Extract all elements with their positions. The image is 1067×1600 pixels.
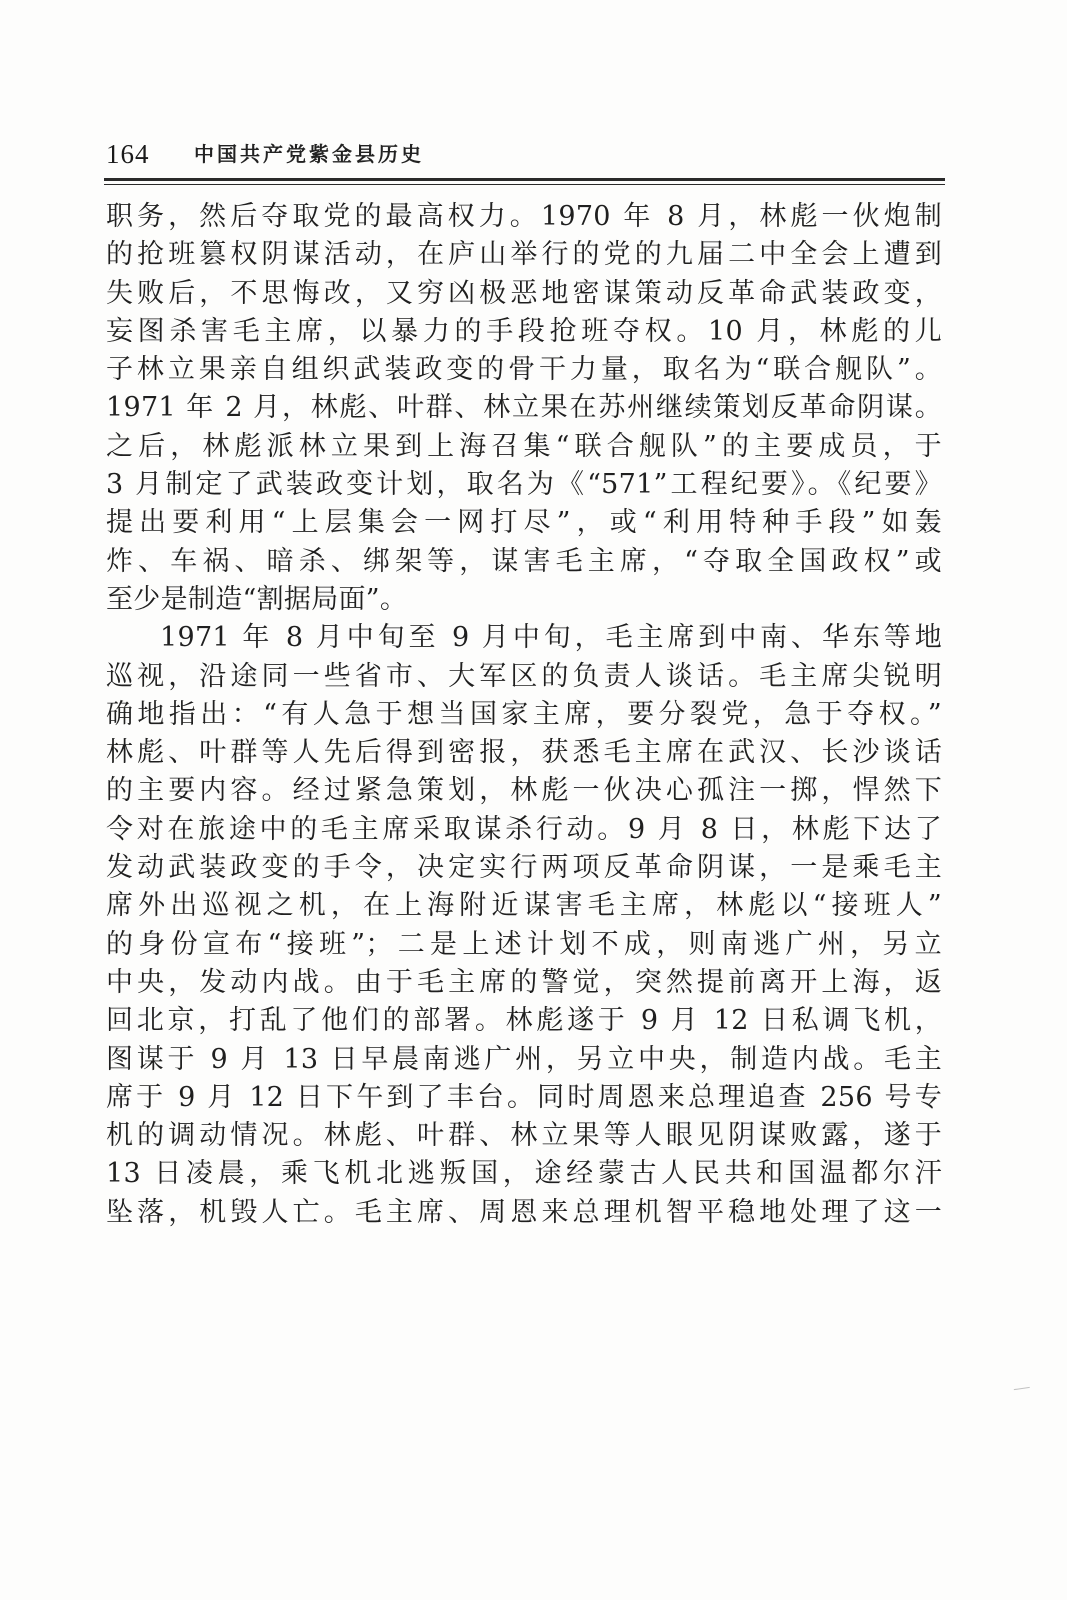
text-line: 中央，发动内战。由于毛主席的警觉，突然提前离开上海，返 [106,966,942,998]
text-line: 回北京，打乱了他们的部署。林彪遂于 9 月 12 日私调飞机， [106,1005,942,1037]
text-line: 1971 年 8 月中旬至 9 月中旬，毛主席到中南、华东等地 [160,622,942,654]
text-line: 席外出巡视之机，在上海附近谋害毛主席，林彪以“接班人” [106,890,942,922]
text-line: 林彪、叶群等人先后得到密报，获悉毛主席在武汉、长沙谈话 [106,737,942,769]
text-line: 令对在旅途中的毛主席采取谋杀行动。9 月 8 日，林彪下达了 [106,813,942,845]
paragraph [106,198,942,619]
text-line: 巡视，沿途同一些省市、大军区的负责人谈话。毛主席尖锐明 [106,660,942,692]
text-line: 至少是制造“割据局面”。 [106,583,408,615]
text-line: 机的调动情况。林彪、叶群、林立果等人眼见阴谋败露，遂于 [106,1120,942,1152]
text-line: 提出要利用“上层集会一网打尽”，或“利用特种手段”如轰 [106,507,942,539]
text-line: 的身份宣布“接班”；二是上述计划不成，则南逃广州，另立 [106,928,942,960]
text-line: 的主要内容。经过紧急策划，林彪一伙决心孤注一掷，悍然下 [106,775,942,807]
text-line: 席于 9 月 12 日下午到了丰台。同时周恩来总理追查 256 号专 [106,1081,942,1113]
running-header [106,136,944,176]
text-line: 13 日凌晨，乘飞机北逃叛国，途经蒙古人民共和国温都尔汗 [106,1158,942,1190]
header-rule-thin [104,184,945,185]
text-line: 子林立果亲自组织武装政变的骨干力量，取名为“联合舰队”。 [106,354,942,386]
text-line: 发动武装政变的手令，决定实行两项反革命阴谋，一是乘毛主 [106,852,942,884]
paragraph [106,619,942,1270]
text-line: 的抢班篡权阴谋活动，在庐山举行的党的九届二中全会上遭到 [106,239,942,271]
book-title: 中国共产党紫金县历史 [194,142,424,166]
header-rule-thick [104,178,945,181]
text-line: 之后，林彪派林立果到上海召集“联合舰队”的主要成员，于 [106,430,942,462]
text-line: 炸、车祸、暗杀、绑架等，谋害毛主席，“夺取全国政权”或 [106,545,942,577]
text-line: 图谋于 9 月 13 日早晨南逃广州，另立中央，制造内战。毛主 [106,1043,942,1075]
scan-mark [1014,1387,1030,1393]
text-line: 坠落，机毁人亡。毛主席、周恩来总理机智平稳地处理了这一 [106,1196,942,1228]
text-line: 确地指出：“有人急于想当国家主席，要分裂党，急于夺权。” [106,698,942,730]
text-line: 职务，然后夺取党的最高权力。1970 年 8 月，林彪一伙炮制 [106,201,942,232]
text-line: 妄图杀害毛主席，以暴力的手段抢班夺权。10 月，林彪的儿 [106,315,942,347]
page-number: 164 [106,139,150,169]
text-line: 1971 年 2 月，林彪、叶群、林立果在苏州继续策划反革命阴谋。 [106,392,942,424]
body-text [106,198,942,1270]
text-line: 失败后，不思悔改，又穷凶极恶地密谋策动反革命武装政变， [106,277,942,309]
text-line [106,1232,942,1270]
text-line: 3 月制定了武装政变计划，取名为《“571”工程纪要》。《纪要》 [106,469,942,501]
